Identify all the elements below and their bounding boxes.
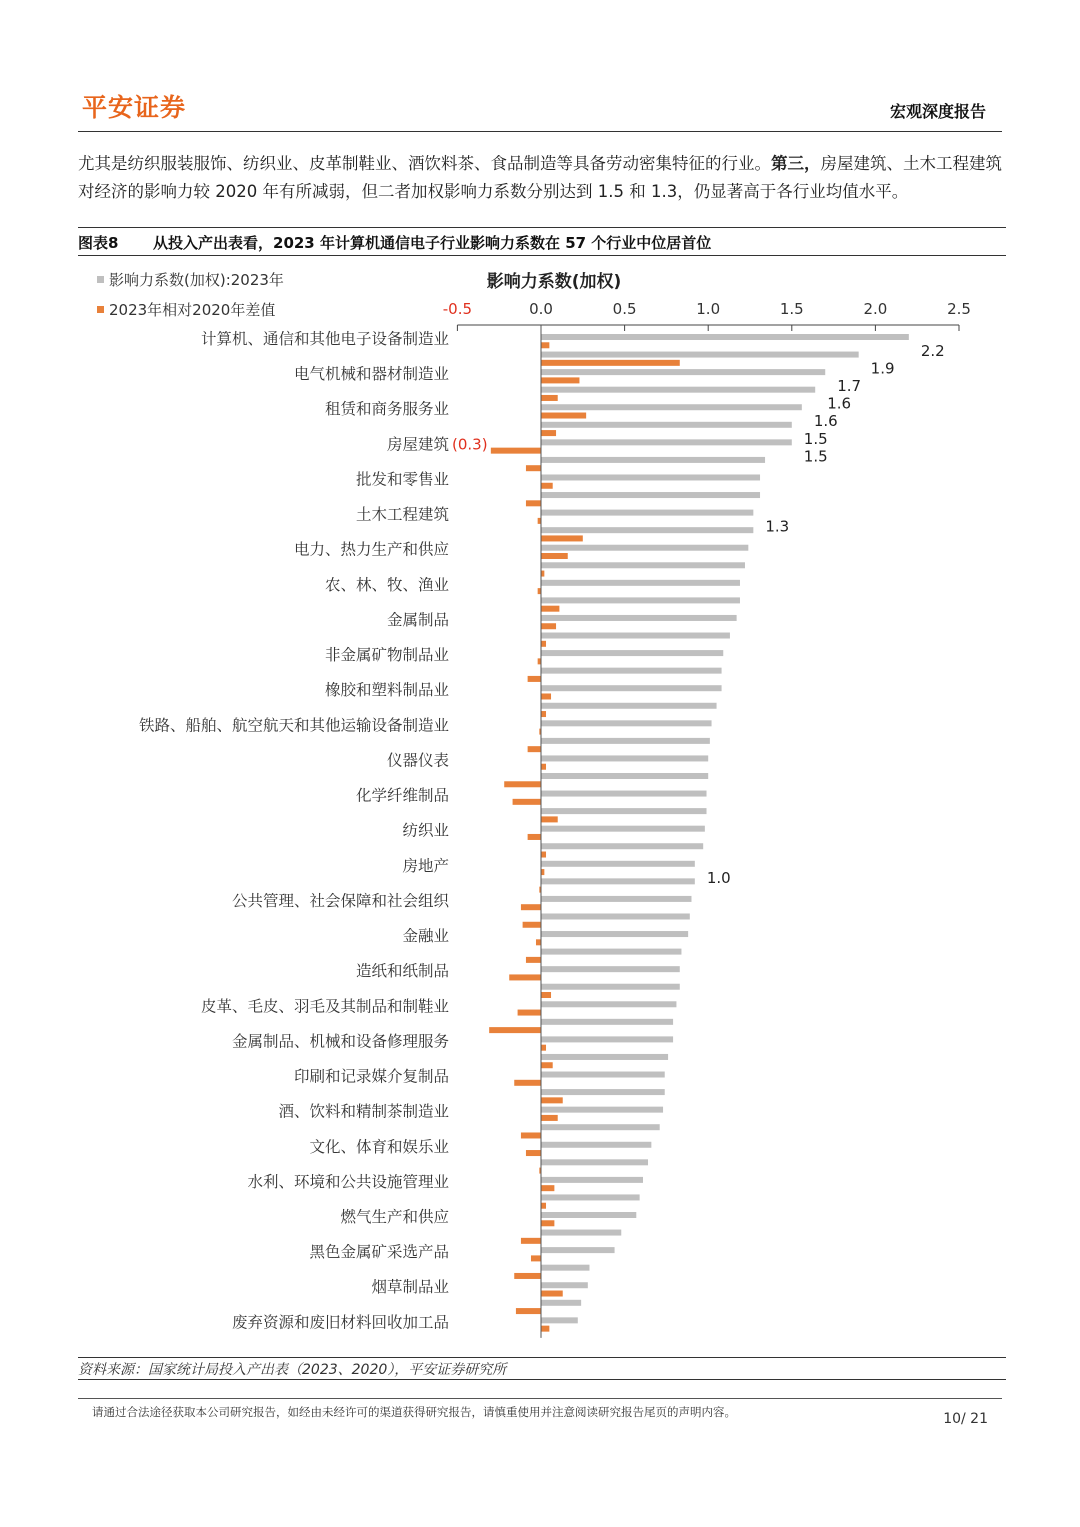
chart-title: 影响力系数(加权) [486, 272, 622, 292]
bar-diff [541, 360, 680, 366]
category-label: 酒、饮料和精制茶制造业 [278, 1102, 449, 1121]
bar-diff [523, 922, 541, 928]
bar-diff [509, 974, 541, 980]
bar-diff [521, 1132, 541, 1138]
bar-2023 [541, 1194, 640, 1200]
bar-2023 [541, 1124, 660, 1130]
paragraph-text-2: 房屋建筑、土木工程建筑对经济的影响力较 2020 年有所减弱，但二者加权影响力系数分别达到 1.5 和 1.3，仍显著高于各行业均值水平。 [78, 154, 1002, 201]
bar-diff [514, 1273, 541, 1279]
disclaimer: 请通过合法途径获取本公司研究报告，如经由未经许可的渠道获得研究报告，请慎重使用并注意阅读研究报告尾页的声明内容。 [92, 1405, 736, 1419]
bar-diff [526, 500, 541, 506]
bar-2023 [541, 861, 695, 867]
bar-2023 [541, 685, 722, 691]
data-label: 1.5 [803, 429, 828, 448]
bar-2023 [541, 738, 710, 744]
legend-swatch-orange [97, 306, 104, 313]
bar-diff [541, 764, 546, 770]
bar-2023 [541, 633, 730, 639]
bar-2023 [541, 1036, 673, 1042]
category-label: 土木工程建筑 [355, 505, 449, 524]
category-label: 农、林、牧、渔业 [324, 575, 449, 594]
bar-diff [514, 1080, 541, 1086]
category-label: 金融业 [402, 927, 449, 946]
bar-diff [541, 623, 556, 629]
category-label: 皮革、毛皮、羽毛及其制品和制鞋业 [200, 997, 449, 1016]
paragraph-text-1: 尤其是纺织服装服饰、纺织业、皮革制鞋业、酒饮料茶、食品制造等具备劳动密集特征的行业。 [78, 154, 771, 173]
bar-diff [518, 1010, 541, 1016]
bar-2023 [541, 720, 712, 726]
category-label: 铁路、船舶、航空航天和其他运输设备制造业 [138, 716, 449, 735]
bar-2023 [541, 931, 688, 937]
data-label: 1.3 [765, 517, 790, 536]
bar-2023 [541, 1300, 581, 1306]
legend-label-gray: 影响力系数(加权):2023年 [109, 271, 284, 289]
bar-2023 [541, 949, 681, 955]
bar-diff [538, 588, 541, 594]
bar-2023 [541, 984, 680, 990]
bar-diff [541, 1220, 554, 1226]
category-label: 烟草制品业 [371, 1278, 449, 1297]
bar-2023 [541, 826, 705, 832]
category-label: 计算机、通信和其他电子设备制造业 [200, 330, 449, 348]
bar-diff [541, 535, 583, 541]
bar-diff [541, 1097, 563, 1103]
paragraph-bold: 第三， [771, 154, 821, 173]
bar-diff [541, 483, 553, 489]
bar-diff [541, 816, 558, 822]
annotation-label: (0.3) [452, 435, 488, 454]
bar-diff [541, 852, 546, 858]
bar-2023 [541, 1230, 621, 1236]
bar-diff [541, 992, 551, 998]
legend-swatch-gray [97, 276, 104, 283]
data-label: 1.6 [827, 394, 852, 413]
bar-diff [541, 571, 544, 577]
bar-2023 [541, 1019, 673, 1025]
bar-2023 [541, 492, 760, 498]
bar-diff [521, 904, 541, 910]
category-label: 文化、体育和娱乐业 [309, 1137, 449, 1156]
bar-2023 [541, 597, 740, 603]
data-label: 1.0 [706, 868, 731, 887]
bar-diff [526, 957, 541, 963]
category-label: 非金属矿物制品业 [324, 646, 449, 665]
bar-2023 [541, 1212, 636, 1218]
bar-2023 [541, 1177, 643, 1183]
bar-2023 [541, 843, 703, 849]
bar-2023 [541, 439, 792, 445]
bar-2023 [541, 808, 707, 814]
bar-2023 [541, 545, 748, 551]
bar-2023 [541, 773, 708, 779]
category-label: 批发和零售业 [355, 470, 449, 489]
bar-diff [541, 377, 579, 383]
bar-2023 [541, 1282, 588, 1288]
bar-diff [513, 799, 541, 805]
bar-2023 [541, 474, 760, 480]
x-tick-label: 2.5 [947, 300, 971, 318]
bar-2023 [541, 1054, 668, 1060]
data-label: 1.7 [837, 377, 862, 396]
bar-diff [541, 641, 546, 647]
bar-diff [541, 342, 549, 348]
bar-diff [541, 1291, 563, 1297]
bar-diff [528, 676, 541, 682]
bar-diff [526, 465, 541, 471]
bar-diff [528, 834, 541, 840]
page-number: 10/ 21 [943, 1411, 988, 1427]
bar-2023 [541, 1247, 615, 1253]
bar-2023 [541, 668, 722, 674]
bar-2023 [541, 422, 792, 428]
category-label: 金属制品、机械和设备修理服务 [231, 1032, 449, 1051]
bar-diff [541, 869, 544, 875]
category-label: 电气机械和器材制造业 [293, 365, 449, 384]
bar-diff [541, 1115, 558, 1121]
bar-diff [541, 413, 586, 419]
legend-label-orange: 2023年相对2020年差值 [109, 301, 276, 319]
data-label: 1.9 [870, 359, 895, 378]
category-label: 水利、环境和公共设施管理业 [247, 1172, 449, 1191]
bar-diff [516, 1308, 541, 1314]
bar-diff [541, 711, 546, 717]
bar-diff [528, 746, 541, 752]
brand-logo: 平安证券 [82, 93, 187, 122]
category-label: 房屋建筑 [386, 435, 449, 454]
x-tick-label: 0.5 [612, 300, 637, 318]
bar-diff [541, 606, 559, 612]
bar-2023 [541, 755, 708, 761]
category-label: 废弃资源和废旧材料回收加工品 [231, 1313, 449, 1332]
bar-2023 [541, 1072, 665, 1078]
source-note: 资料来源：国家统计局投入产出表（2023、2020），平安证券研究所 [78, 1362, 507, 1378]
category-label: 印刷和记录媒介复制品 [293, 1067, 449, 1086]
bar-2023 [541, 1142, 651, 1148]
bar-diff [541, 1203, 546, 1209]
report-type: 宏观深度报告 [889, 102, 986, 121]
category-label: 化学纤维制品 [355, 786, 449, 805]
bar-2023 [541, 562, 745, 568]
bar-2023 [541, 1001, 676, 1007]
bar-2023 [541, 1317, 578, 1323]
bar-diff [541, 1062, 553, 1068]
bar-2023 [541, 896, 691, 902]
bar-2023 [541, 650, 723, 656]
bar-2023 [541, 791, 707, 797]
category-label: 公共管理、社会保障和社会组织 [231, 891, 449, 910]
category-label: 仪器仪表 [386, 751, 449, 770]
bar-2023 [541, 369, 825, 375]
category-label: 纺织业 [402, 821, 449, 840]
bar-2023 [541, 387, 815, 393]
bar-2023 [541, 510, 753, 516]
bar-diff [538, 658, 541, 664]
bar-2023 [541, 527, 753, 533]
bar-2023 [541, 1107, 663, 1113]
x-tick-label: 0.0 [529, 300, 553, 318]
bar-2023 [541, 457, 765, 463]
category-label: 房地产 [402, 856, 449, 875]
x-tick-label: 1.5 [779, 300, 804, 318]
bar-diff [541, 395, 558, 401]
bar-diff [504, 781, 541, 787]
bar-2023 [541, 703, 717, 709]
x-tick-label: 1.0 [696, 300, 721, 318]
bar-2023 [541, 615, 737, 621]
category-label: 租赁和商务服务业 [324, 400, 449, 419]
bar-diff [538, 518, 541, 524]
footer-divider [78, 1398, 1002, 1399]
bar-2023 [541, 352, 859, 358]
bar-2023 [541, 913, 690, 919]
bar-diff [541, 1185, 554, 1191]
bar-2023 [541, 404, 802, 410]
x-tick-label: -0.5 [442, 300, 473, 318]
bar-diff [521, 1238, 541, 1244]
bar-2023 [541, 1159, 648, 1165]
category-label: 燃气生产和供应 [340, 1208, 449, 1226]
bar-diff [489, 1027, 541, 1033]
bar-2023 [541, 878, 695, 884]
figure-number: 图表8 [78, 234, 119, 252]
source-top-rule [78, 1357, 1006, 1358]
category-label: 电力、热力生产和供应 [293, 540, 449, 559]
x-tick-label: 2.0 [863, 300, 888, 318]
figure-title: 从投入产出表看，2023 年计算机通信电子行业影响力系数在 57 个行业中位居首位 [153, 234, 712, 252]
bar-diff [526, 1150, 541, 1156]
bar-2023 [541, 580, 740, 586]
category-label: 橡胶和塑料制品业 [324, 681, 449, 700]
category-label: 黑色金属矿采选产品 [309, 1243, 449, 1262]
data-label: 1.5 [803, 447, 828, 466]
category-label: 金属制品 [386, 610, 449, 629]
category-label: 造纸和纸制品 [355, 962, 449, 981]
bar-diff [541, 1326, 549, 1332]
bar-diff [536, 939, 541, 945]
bar-diff [531, 1255, 541, 1261]
data-label: 1.6 [813, 412, 838, 431]
bar-2023 [541, 1089, 665, 1095]
bar-diff [541, 430, 556, 436]
bar-diff [541, 1045, 546, 1051]
bar-2023 [541, 1265, 589, 1271]
bar-2023 [541, 334, 909, 340]
bar-diff [541, 553, 568, 559]
data-label: 2.2 [920, 342, 945, 360]
source-bottom-rule [78, 1379, 1006, 1380]
bar-diff [541, 693, 551, 699]
bar-2023 [541, 966, 680, 972]
bar-diff [491, 448, 541, 454]
